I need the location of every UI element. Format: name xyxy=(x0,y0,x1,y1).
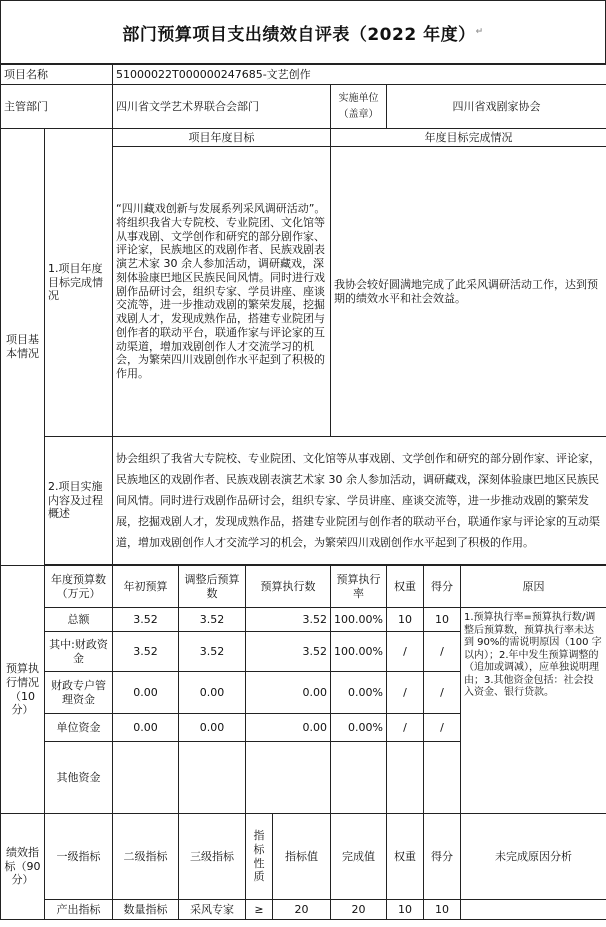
process-row xyxy=(1,437,606,565)
budget-row-weight: / xyxy=(387,632,424,672)
budget-row-name: 其他资金 xyxy=(45,742,113,814)
perf-header-l3: 三级指标 xyxy=(179,814,246,900)
goal-text: “四川藏戏创新与发展系列采风调研活动”。将组织我省大专院校、专业院团、文化馆等从事戏剧、文学创作和研究的部分剧作家、评论家，民族地区的戏剧作者、民族戏剧表演艺术家 30 余人参加活动，调研藏戏，深刻体验康巴地区民族民间风情。同时进行戏剧作品研讨会，组织专家、学员讲座、座谈交流等，进一步推动戏剧的繁荣发展，挖掘戏剧人才，发现成熟作品，搭建专业院团与创作者的联动平台，联通作家与评论家的互动渠道，增加戏剧创作人才交流学习的机会，为繁荣四川戏剧创作水平起到了积极的作用。 xyxy=(113,147,331,437)
budget-row-initial: 0.00 xyxy=(113,714,179,742)
budget-row-name: 财政专户管理资金 xyxy=(45,672,113,714)
budget-row-initial: 3.52 xyxy=(113,632,179,672)
budget-row-executed: 3.52 xyxy=(246,632,331,672)
budget-row-executed xyxy=(246,742,331,814)
perf-header-target: 指标值 xyxy=(273,814,331,900)
perf-header-reason: 未完成原因分析 xyxy=(461,814,606,900)
goal-header: 项目年度目标 xyxy=(113,129,331,147)
budget-row-adjusted: 0.00 xyxy=(179,714,246,742)
project-name-row xyxy=(1,65,606,85)
budget-row-score: / xyxy=(424,714,461,742)
budget-row-executed: 0.00 xyxy=(246,714,331,742)
budget-row-adjusted: 0.00 xyxy=(179,672,246,714)
process-label: 2.项目实施内容及过程概述 xyxy=(45,437,113,565)
dept-label: 主管部门 xyxy=(1,85,113,129)
form-title-text: 部门预算项目支出绩效自评表（2022 年度） xyxy=(122,24,476,45)
budget-header-reason: 原因 xyxy=(461,566,606,608)
perf-section-label: 绩效指标（90分） xyxy=(1,814,45,920)
budget-row-score xyxy=(424,742,461,814)
budget-row-rate xyxy=(331,742,387,814)
budget-header-row xyxy=(1,566,606,608)
dept-value: 四川省文学艺术界联合会部门 xyxy=(113,85,331,129)
budget-row-initial: 3.52 xyxy=(113,608,179,632)
goal-row-label: 1.项目年度目标完成情况 xyxy=(45,129,113,437)
budget-row-adjusted xyxy=(179,742,246,814)
budget-row-adjusted: 3.52 xyxy=(179,632,246,672)
perf-row-target: 20 xyxy=(273,900,331,920)
perf-header-done: 完成值 xyxy=(331,814,387,900)
budget-row-initial xyxy=(113,742,179,814)
perf-row-score: 10 xyxy=(424,900,461,920)
basic-header-row xyxy=(1,129,606,147)
budget-row-weight: / xyxy=(387,714,424,742)
budget-row-executed: 3.52 xyxy=(246,608,331,632)
perf-row-reason xyxy=(461,900,606,920)
perf-row-nature: ≥ xyxy=(246,900,273,920)
budget-row-rate: 0.00% xyxy=(331,672,387,714)
impl-unit-value: 四川省戏剧家协会 xyxy=(387,85,606,129)
done-text: 我协会较好圆满地完成了此采风调研活动工作，达到预期的绩效水平和社会效益。 xyxy=(331,147,606,437)
done-header: 年度目标完成情况 xyxy=(331,129,606,147)
budget-row-weight xyxy=(387,742,424,814)
perf-row-l2: 数量指标 xyxy=(113,900,179,920)
impl-unit-label: 实施单位（盖章） xyxy=(331,85,387,129)
budget-header-executed: 预算执行数 xyxy=(246,566,331,608)
budget-row-rate: 0.00% xyxy=(331,714,387,742)
budget-row xyxy=(1,608,606,632)
budget-row-name: 其中:财政资金 xyxy=(45,632,113,672)
perf-row-weight: 10 xyxy=(387,900,424,920)
basic-section-label: 项目基本情况 xyxy=(1,129,45,566)
perf-row-done: 20 xyxy=(331,900,387,920)
budget-row-rate: 100.00% xyxy=(331,608,387,632)
budget-header-score: 得分 xyxy=(424,566,461,608)
perf-header-score: 得分 xyxy=(424,814,461,900)
paragraph-mark-icon: ↵ xyxy=(475,27,484,37)
perf-row-l3: 采风专家 xyxy=(179,900,246,920)
budget-row-name: 总额 xyxy=(45,608,113,632)
project-name-value: 51000022T000000247685-文艺创作 xyxy=(113,65,606,85)
budget-header-adjusted: 调整后预算数 xyxy=(179,566,246,608)
project-name-label: 项目名称 xyxy=(1,65,113,85)
form-title xyxy=(0,0,606,64)
evaluation-table xyxy=(0,64,606,920)
budget-header-initial: 年初预算 xyxy=(113,566,179,608)
budget-row-weight: 10 xyxy=(387,608,424,632)
budget-row-initial: 0.00 xyxy=(113,672,179,714)
perf-row-l1: 产出指标 xyxy=(45,900,113,920)
budget-row-score: 10 xyxy=(424,608,461,632)
budget-header-amount: 年度预算数（万元） xyxy=(45,566,113,608)
budget-row-adjusted: 3.52 xyxy=(179,608,246,632)
perf-header-l1: 一级指标 xyxy=(45,814,113,900)
budget-row-executed: 0.00 xyxy=(246,672,331,714)
perf-header-l2: 二级指标 xyxy=(113,814,179,900)
budget-row-score: / xyxy=(424,672,461,714)
perf-header-nature: 指标性质 xyxy=(246,814,273,900)
budget-row-rate: 100.00% xyxy=(331,632,387,672)
budget-row-weight: / xyxy=(387,672,424,714)
perf-row xyxy=(1,900,606,920)
budget-row-name: 单位资金 xyxy=(45,714,113,742)
budget-header-rate: 预算执行率 xyxy=(331,566,387,608)
budget-reason-text: 1.预算执行率=预算执行数/调整后预算数，预算执行率未达到 90%的需说明原因（100 字以内）；2.年中发生预算调整的（追加或调减），应单独说明理由；3.其他资金包括：社会投入资金、银行贷款。 xyxy=(461,608,606,814)
budget-section-label: 预算执行情况（10分） xyxy=(1,566,45,814)
budget-header-weight: 权重 xyxy=(387,566,424,608)
dept-row xyxy=(1,85,606,129)
process-text: 协会组织了我省大专院校、专业院团、文化馆等从事戏剧、文学创作和研究的部分剧作家、评论家，民族地区的戏剧作者、民族戏剧表演艺术家 30 余人参加活动，调研藏戏，深刻体验康巴地区民族民间风情。同时进行戏剧作品研讨会，组织专家、学员讲座、座谈交流等，进一步推动戏剧的繁荣发展，挖掘戏剧人才，发现成熟作品，搭建专业院团与创作者的联动平台，联通作家与评论家的互动渠道，增加戏剧创作人才交流学习的机会，为繁荣四川戏剧创作水平起到了积极的作用。 xyxy=(113,437,606,565)
perf-header-weight: 权重 xyxy=(387,814,424,900)
perf-header-row xyxy=(1,814,606,900)
budget-row-score: / xyxy=(424,632,461,672)
